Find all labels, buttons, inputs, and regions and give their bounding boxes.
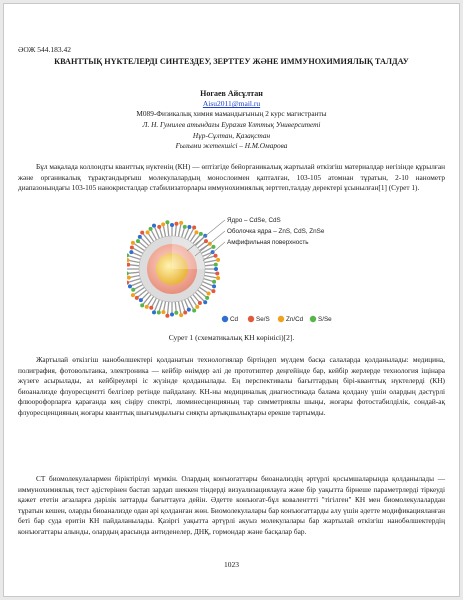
ligand-head (170, 313, 174, 317)
ligand-head (183, 311, 187, 315)
ligand-head (131, 288, 135, 292)
ligand-head (146, 230, 150, 234)
ligand-head (157, 225, 161, 229)
ligand-head (165, 220, 169, 224)
ligand-head (152, 224, 156, 228)
ligand-head (198, 301, 202, 305)
intro-paragraph: Бұл мақалада коллоидты кванттық нүктенің (КН) — өптізгіде бейорганикалық жартылай өткізгіш материалдар негізінде құрылған және органикалық тұрақтандырғыш молекулалардың монослоимен қапталған, 103-105 атомнан тұратын, 2-10 нанометр диапазонындағы 103-105 нанокристалдар стабилизаторлары иммунохимиялық зерттеп,талдау деректері ұсынылған[1] (Сурет 1). (18, 162, 445, 193)
author-email (4, 99, 459, 108)
label-core: Ядро – CdSe, CdS (227, 217, 281, 224)
ligand-head (194, 230, 198, 234)
ligand-head (174, 222, 178, 226)
udc-code: ӘОЖ 544.183.42 (18, 45, 71, 54)
ligand-head (203, 300, 207, 304)
legend-label: Zn/Cd (286, 316, 304, 323)
ligand-head (207, 291, 211, 295)
ligand-head (161, 310, 165, 314)
ligand-head (129, 250, 133, 254)
ligand-head (214, 263, 218, 267)
article-title: КВАНТТЫҚ НҮКТЕЛЕРДІ СИНТЕЗДЕУ, ЗЕРТТЕУ ЖӘНЕ ИММУНОХИМИЯЛЫҚ ТАЛДАУ (54, 57, 409, 66)
ligand-head (127, 263, 130, 267)
ligand-head (165, 314, 169, 318)
ligand-head (216, 258, 220, 262)
ligand-head (183, 225, 187, 229)
ligand-head (216, 276, 220, 280)
ligand-head (131, 241, 135, 245)
ligand-head (204, 239, 208, 243)
ligand-head (211, 289, 215, 293)
ligand-head (128, 284, 132, 288)
legend (222, 316, 332, 323)
ligand-head (215, 271, 219, 275)
ligand-head (214, 254, 218, 258)
ligand-head (127, 271, 129, 275)
ligand-head (179, 313, 183, 317)
ligand-head (192, 308, 196, 312)
ligand-head (127, 258, 129, 262)
surface-pointer (203, 242, 225, 261)
ligand-head (157, 311, 161, 315)
ligand-head (152, 310, 156, 314)
legend-dot-cd (222, 316, 228, 322)
figure-caption: Сурет 1 (схематикалық КН көрінісі)[2]. (168, 333, 295, 342)
label-surface: Амфифильная поверхность (227, 239, 309, 246)
ligand-head (179, 221, 183, 225)
author-name: Ногаев Айсұлтан (200, 89, 263, 98)
ligand-head (130, 246, 134, 250)
affiliation-block (4, 109, 459, 152)
ligand-head (174, 311, 178, 315)
ligand-head (205, 296, 209, 300)
ligand-head (212, 284, 216, 288)
legend-label: Se/S (256, 316, 270, 323)
email-link[interactable]: Aisu2011@mail.ru (202, 99, 261, 108)
ligand-head (187, 225, 191, 229)
ligand-head (140, 231, 144, 235)
legend-dot-zncd (278, 316, 284, 322)
label-shell: Оболочка ядра – ZnS, CdS, ZnSe (227, 228, 325, 235)
ligand-head (187, 308, 191, 312)
ligand-head (131, 293, 135, 297)
legend-dot-ses (248, 316, 254, 322)
document-page (3, 3, 460, 597)
body-paragraph: СТ биомолекулалармен біріктірілуі мүмкін. Олардың конъюгаттары биоанализдің әртүрлі қосымшаларында қолданылады — иммунохимиялық тест әдістерінен бастап зардап шеккен тіндерді визуализациялауға және бір уақытта бірнеше параметрлерді тіркеуді қажет ететін ағзаларға дәрілік заттарды бағыттауға дейін. Әдетте конъюгат-бұл коваленттті "тігілген" КН мен биомолекулалардан тұратын кешен, оларды биоанализде одан әрі қолданған жөн. Биомолекулалары бар конъюгаттарды алу үшін әдетте модификацияланған беті бар суда еритін КН пайдаланылады. Қазіргі уақытта әртүрлі акуыз молекулалары бар жартылай өткізгіш нанобөлшектердің конъюгаттары алынды, олардың арасында антиденелер, ДНҚ, гормондар және басқалар бар. (18, 474, 445, 536)
legend-label: Cd (230, 316, 239, 323)
ligand-head (127, 253, 129, 257)
affiliation-line: Нұр-Сұлтан, Қазақстан (192, 130, 271, 140)
ligand-head (138, 235, 142, 239)
ligand-head (135, 296, 139, 300)
ligand-head (149, 227, 153, 231)
ligand-head (192, 226, 196, 230)
ligand-head (139, 298, 143, 302)
page-number: 1023 (224, 560, 239, 569)
ligand-head (149, 306, 153, 310)
body-paragraph: Жартылай өткізгіш нанобөлшектері қолданатын технологиялар біртіндеп мүлдем басқа салаларда қолданылады: медицина, полиграфия, фотовольтаика, электроника — кейбір өнімдер әлі де прототиптер деңгейінде бар, кейбір жерлерде технология іщінара жүзеге асырылады, ал кейбіреулері іс жүзінде қолданылады. Ең перспективалы бағыттардың бірі-кванттық нүктелерді (КН) биоанализде флуоресцентті белгілер ретінде пайдалану. КН-ны медициналық диагностикада балама қолдану үшін олардың дәстүрлі флюорофорларға қарағанда кең сіңіру спектрі, люминесценцияның тар симметриялы шыңы, жоғары фотостабилділік, сондай-ақ флуоресценцияның жоғары кванттық шығымдылығы сияқты артықшылықтары ерекше тартымды. (18, 355, 445, 417)
ligand-head (214, 267, 218, 271)
ligand-head (145, 305, 149, 309)
quantum-dot-figure (127, 211, 347, 329)
ligand-head (170, 223, 174, 227)
ligand-head (212, 280, 216, 284)
legend-dot-sse (310, 316, 316, 322)
ligand-head (140, 303, 144, 307)
ligand-head (199, 232, 203, 236)
ligand-head (127, 281, 129, 285)
ligand-head (127, 276, 131, 280)
ligand-head (136, 239, 140, 243)
affiliation-line: Л. Н. Гумилев атындағы Еуразия Ұлттық Университеті (142, 119, 321, 129)
legend-label: S/Se (318, 316, 332, 323)
affiliation-line: М089-Физикалық химия мамандығының 2 курс магистранты (136, 109, 327, 118)
ligand-head (211, 245, 215, 249)
ligand-head (195, 305, 199, 309)
ligand-head (161, 222, 165, 226)
affiliation-line: Ғылыми жетекшісі – Н.М.Омарова (175, 141, 288, 151)
